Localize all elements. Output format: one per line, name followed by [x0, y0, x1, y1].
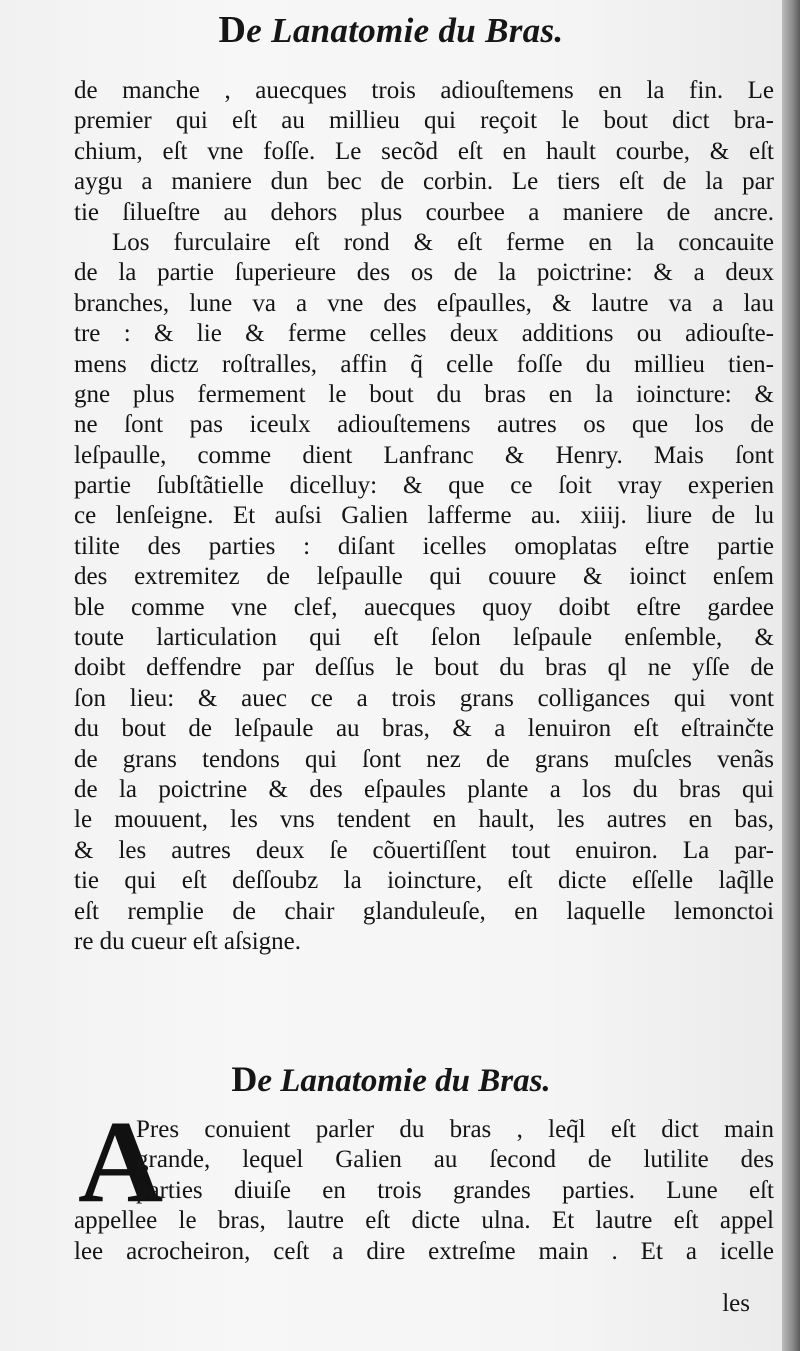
text-line: tilite des parties : diſant icelles omoplatas eſtre partie: [74, 532, 774, 560]
text-line: ble comme vne clef, auecques quoy doibt eſtre gardee: [74, 593, 774, 621]
catchword: les: [722, 1290, 750, 1317]
text-line: & les autres deux ſe cõuertiſſent tout enuiron. La par-: [74, 836, 774, 864]
text-line: partie ſubſtãtielle dicelluy: & que ce ſoit vray experien: [74, 472, 774, 500]
text-line: branches, lune va a vne des eſpaulles, & lautre va a lau: [74, 289, 774, 317]
text-line: Los furculaire eſt rond & eſt ferme en la concauite: [112, 228, 774, 256]
body-text-continued: [74, 1115, 774, 1267]
text-line: du bout de leſpaule au bras, & a lenuiron eſt eſtrainčte: [74, 715, 774, 743]
body-text: [74, 76, 774, 957]
text-line: gne plus fermement le bout du bras en la ioincture: &: [74, 380, 774, 408]
section-heading: [0, 1058, 782, 1100]
text-line: ſon lieu: & auec ce a trois grans colligances qui vont: [74, 684, 774, 712]
text-line: eſt remplie de chair glanduleuſe, en laquelle lemonctoi: [74, 897, 774, 925]
text-line: mens dictz roſtralles, affin q̃ celle foſſe du millieu tien-: [74, 350, 774, 378]
drop-cap: A: [78, 1096, 164, 1227]
text-line: doibt deffendre par deſſus le bout du bras ql ne yſſe de: [74, 654, 774, 682]
text-line: premier qui eſt au millieu qui reçoit le bout dict bra-: [74, 107, 774, 135]
text-line: tie ſilueſtre au dehors plus courbee a maniere de ancre.: [74, 198, 774, 226]
text-line: de grans tendons qui ſont nez de grans muſcles venãs: [74, 745, 774, 773]
page-edge-shadow: [782, 0, 800, 1351]
text-line: grande, lequel Galien au ſecond de lutilite des: [136, 1146, 774, 1174]
text-line: de manche , auecques trois adiouſtemens en la fin. Le: [74, 77, 774, 104]
section-heading-initial: D: [231, 1059, 258, 1099]
text-line: le mouuent, les vns tendent en hault, les autres en bas,: [74, 806, 774, 834]
text-line: tre : & lie & ferme celles deux additions ou adiouſte-: [74, 320, 774, 348]
text-line: toute larticulation qui eſt ſelon leſpaule enſemble, &: [74, 624, 774, 652]
text-line: aygu a maniere dun bec de corbin. Le tiers eſt de la par: [74, 168, 774, 196]
text-line: parties diuiſe en trois grandes parties. Lune eſt: [136, 1176, 774, 1204]
text-line: de la partie ſuperieure des os de la poictrine: & a deux: [74, 259, 774, 287]
running-head: [0, 8, 782, 52]
running-head-text: e Lanatomie du Bras.: [246, 11, 564, 50]
text-line: re du cueur eſt aſsigne.: [74, 927, 301, 955]
text-line: appellee le bras, lautre eſt dicte ulna. Et lautre eſt appel: [74, 1207, 774, 1235]
text-line: leſpaulle, comme dient Lanfranc & Henry. Mais ſont: [74, 441, 774, 469]
text-line: Pres conuient parler du bras , leq̃l eſt dict main: [136, 1116, 774, 1143]
text-line: tie qui eſt deſſoubz la ioincture, eſt dicte eſſelle laq̃lle: [74, 867, 774, 895]
text-line: chium, eſt vne foſſe. Le secõd eſt en hault courbe, & eſt: [74, 137, 774, 165]
section-heading-text: e Lanatomie du Bras.: [257, 1063, 551, 1099]
running-head-initial: D: [218, 9, 247, 51]
text-line: des extremitez de leſpaulle qui couure & ioinct enſem: [74, 563, 774, 591]
text-line: lee acrocheiron, ceſt a dire extreſme main . Et a icelle: [74, 1237, 774, 1265]
text-line: ce lenſeigne. Et auſsi Galien lafferme au. xiiĳ. liure de lu: [74, 502, 774, 530]
text-line: ne ſont pas iceulx adiouſtemens autres os que los de: [74, 411, 774, 439]
text-line: de la poictrine & des eſpaules plante a los du bras qui: [74, 775, 774, 803]
